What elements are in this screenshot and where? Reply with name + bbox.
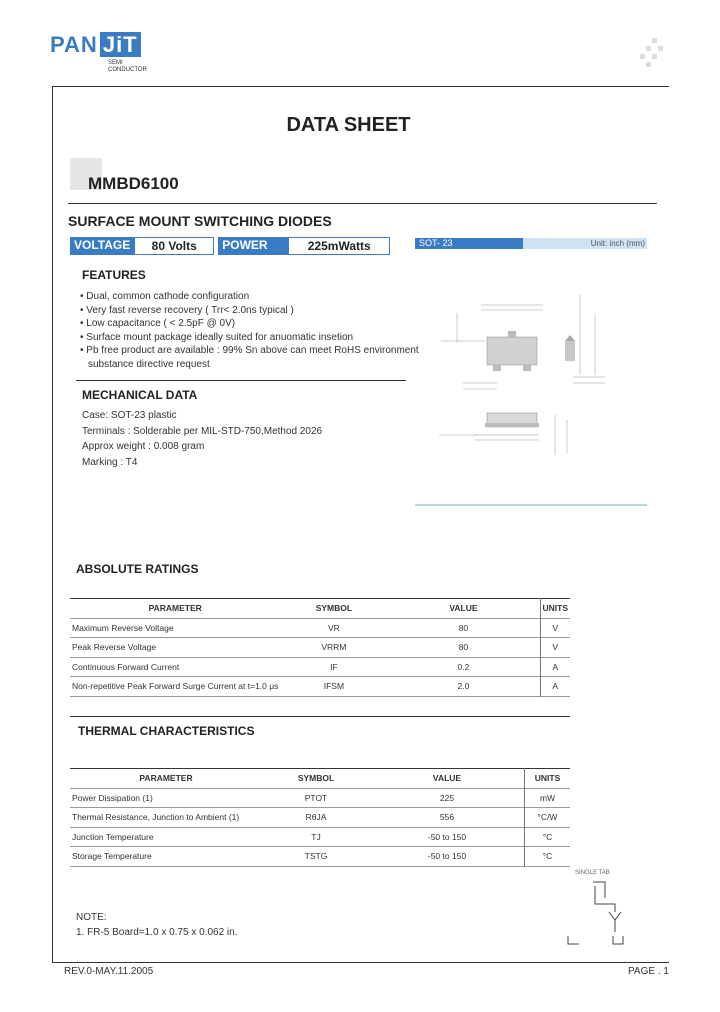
col-value: VALUE <box>432 773 462 784</box>
col-parameter: PARAMETER <box>139 773 193 784</box>
feature-item: • Dual, common cathode configuration <box>80 291 250 302</box>
table-header-row <box>70 769 570 789</box>
note-heading: NOTE: <box>76 912 107 923</box>
cell-units: °C <box>525 847 571 867</box>
cell-parameter: Peak Reverse Voltage <box>72 642 157 653</box>
table-row <box>70 677 570 697</box>
table-row <box>70 657 570 677</box>
cell-symbol: PTOT <box>304 792 328 803</box>
col-value: VALUE <box>449 603 478 614</box>
col-units: UNITS <box>525 769 571 789</box>
features-heading: FEATURES <box>82 268 146 282</box>
table-row <box>70 847 570 867</box>
cell-parameter: Power Dissipation (1) <box>72 792 153 803</box>
cell-symbol: TSTG <box>304 851 328 862</box>
note <box>76 910 237 940</box>
mechanical-heading: MECHANICAL DATA <box>82 388 198 402</box>
table-header-row <box>70 599 570 619</box>
cell-units: V <box>540 638 570 658</box>
feature-item: • Surface mount package ideally suited for anuomatic insetion <box>80 331 354 343</box>
part-number: MMBD6100 <box>88 174 179 193</box>
col-units: UNITS <box>540 599 570 619</box>
cell-parameter: Storage Temperature <box>72 851 152 862</box>
col-symbol: SYMBOL <box>315 603 353 614</box>
package-bar <box>415 238 647 249</box>
thermal-table <box>70 768 570 867</box>
mechanical-item: Approx weight : 0.008 gram <box>82 441 205 452</box>
feature-item: • Pb free product are available : 99% Sn above can meet RoHS environment <box>80 345 419 357</box>
cell-parameter: Maximum Reverse Voltage <box>72 622 174 633</box>
feature-item: • Very fast reverse recovery ( Trr< 2.0ns typical ) <box>80 304 294 316</box>
cell-units: °C <box>525 827 571 847</box>
table-row <box>70 788 570 808</box>
cell-symbol: VR <box>327 622 340 633</box>
logo-sub-conductor: CONDUCTOR <box>108 67 147 73</box>
cell-symbol: IF <box>330 661 338 672</box>
note-text: 1. FR-5 Board=1.0 x 0.75 x 0.062 in. <box>76 927 238 938</box>
cell-value: 80 <box>458 622 469 633</box>
cell-value: -50 to 150 <box>427 851 467 862</box>
cell-value: 556 <box>439 812 455 823</box>
feature-item: • Low capacitance ( < 2.5pF @ 0V) <box>80 318 236 330</box>
power-value: 225mWatts <box>288 237 390 255</box>
voltage-value: 80 Volts <box>134 237 214 255</box>
table-row <box>70 827 570 847</box>
decorative-pattern <box>640 38 670 68</box>
divider <box>76 380 406 381</box>
table-row <box>70 808 570 828</box>
cell-value: 225 <box>439 792 455 803</box>
cell-symbol: RθJA <box>305 812 327 823</box>
ratings-bar <box>70 237 390 255</box>
voltage-label: VOLTAGE <box>70 237 134 255</box>
logo <box>50 32 147 74</box>
absolute-ratings-table <box>70 598 570 697</box>
col-parameter: PARAMETER <box>148 603 202 614</box>
page-title: DATA SHEET <box>286 114 411 136</box>
cell-value: 80 <box>458 642 469 653</box>
logo-jit: JiT <box>100 32 141 57</box>
divider <box>68 203 657 204</box>
col-symbol: SYMBOL <box>297 773 335 784</box>
package-name: SOT- 23 <box>415 238 523 249</box>
cell-units: A <box>540 677 570 697</box>
cell-symbol: TJ <box>311 831 321 842</box>
logo-pan: PAN <box>50 32 98 57</box>
package-unit: Unit: inch (mm) <box>590 239 645 248</box>
cell-symbol: VRRM <box>321 642 347 653</box>
power-label: POWER <box>218 237 288 255</box>
page-number: PAGE . 1 <box>628 966 669 977</box>
logo-sub-semi: SEMI <box>108 60 123 66</box>
feature-item: substance directive request <box>88 358 210 370</box>
product-subtitle: SURFACE MOUNT SWITCHING DIODES <box>68 213 332 229</box>
cell-units: V <box>540 618 570 638</box>
cell-parameter: Junction Temperature <box>72 831 154 842</box>
package-outline-drawing <box>415 255 647 507</box>
frame-bottom-line <box>52 962 669 963</box>
divider <box>70 716 570 717</box>
cell-units: mW <box>525 788 571 808</box>
cell-value: -50 to 150 <box>427 831 467 842</box>
cell-parameter: Thermal Resistance, Junction to Ambient (1) <box>72 812 240 823</box>
cell-value: 2.0 <box>457 681 470 692</box>
mechanical-item: Marking : T4 <box>82 456 138 468</box>
table-row <box>70 638 570 658</box>
cell-units: °C/W <box>525 808 571 828</box>
diagram-label: SINGLE TAB <box>575 870 610 876</box>
mechanical-item: Case: SOT-23 plastic <box>82 410 177 421</box>
features-list <box>80 290 419 372</box>
cell-value: 0.2 <box>457 661 470 672</box>
table-row <box>70 618 570 638</box>
thermal-heading: THERMAL CHARACTERISTICS <box>78 724 255 738</box>
frame-top-line <box>52 86 669 87</box>
cell-parameter: Continuous Forward Current <box>72 661 180 672</box>
frame-left-line <box>52 86 53 962</box>
mechanical-item: Terminals : Solderable per MIL-STD-750,Method 2026 <box>82 425 323 437</box>
circuit-diagram <box>565 878 635 948</box>
cell-symbol: IFSM <box>323 681 345 692</box>
cell-parameter: Non-repetitive Peak Forward Surge Current at t=1.0 μs <box>72 681 279 692</box>
cell-units: A <box>540 657 570 677</box>
revision-text: REV.0-MAY.11.2005 <box>64 966 154 977</box>
absolute-ratings-heading: ABSOLUTE RATINGS <box>76 562 199 576</box>
mechanical-list <box>82 408 322 470</box>
